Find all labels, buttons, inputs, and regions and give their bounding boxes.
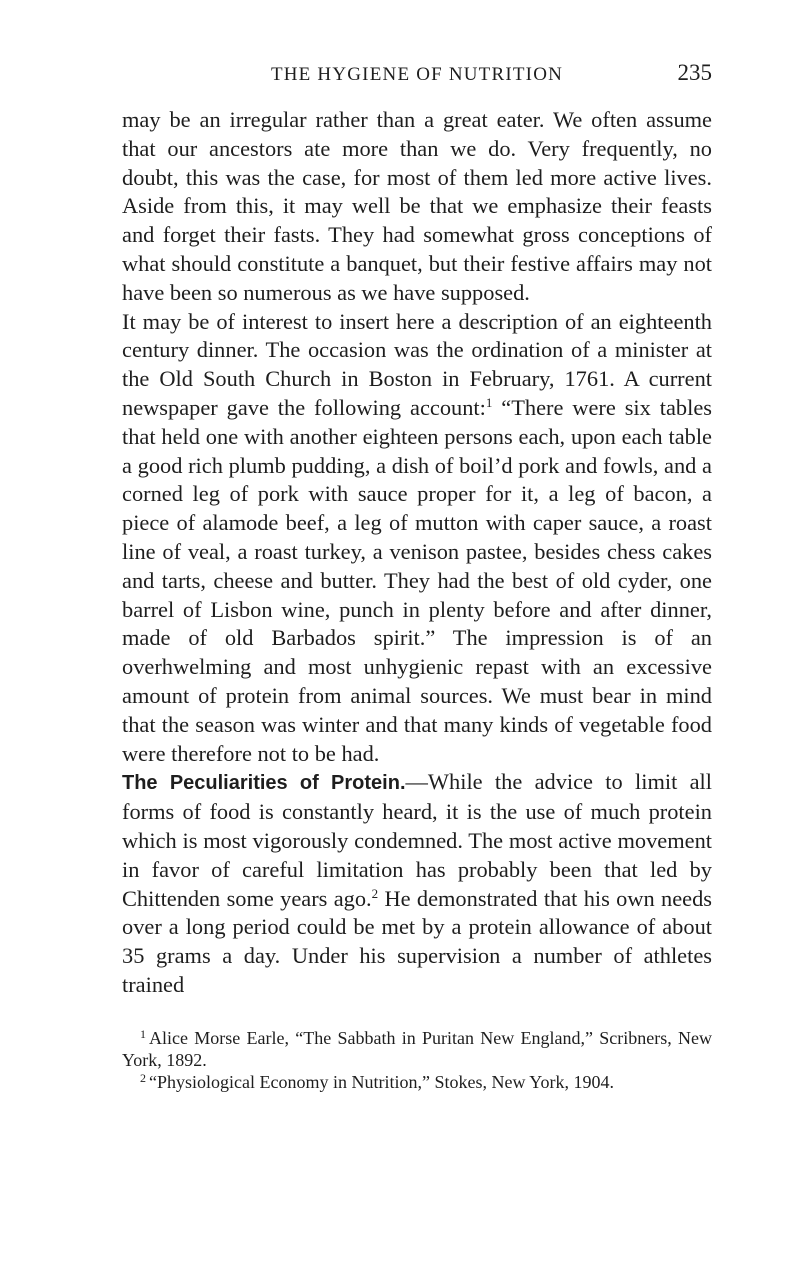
paragraph-3-text-b: He demonstrated that his own needs over a long period could be met by a protein allowance of about 35 grams a day. Under his supervision a number of athletes trained [122,885,713,997]
footnote-2 [122,1071,712,1093]
footnotes [122,1027,712,1093]
paragraph-3 [122,768,712,999]
paragraph-2 [122,308,712,769]
footnote-number-2: 2 [140,1071,146,1085]
section-heading: The Peculiarities of Protein. [122,772,406,795]
footnote-text-2: “Physiological Economy in Nutrition,” Stokes, New York, 1904. [149,1072,614,1092]
paragraph-1-text: may be an irregular rather than a great eater. We often assume that our ancestors ate more than we do. Very frequently, no doubt, this was the case, for most of them led more active lives. Aside from this, it may well be that we emphasize their feasts and forget their fasts. They had somewhat gross conceptions of what should constitute a banquet, but their festive affairs may not have been so numerous as we have supposed. [122,107,712,305]
footnote-reference-1: 1 [485,394,493,410]
paragraph-2-text-b: “There were six tables that held one with another eighteen persons each, upon each table a good rich plumb pudding, a dish of boil’d pork and fowls, and a corned leg of pork with sauce proper for it, a leg of bacon, a piece of alamode beef, a leg of mutton with caper sauce, a roast line of veal, a roast turkey, a venison pastee, besides chess cakes and tarts, cheese and butter. They had the best of old cyder, one barrel of Lisbon wine, punch in plenty before and after dinner, made of old Barbados spirit.” The impression is of an overhwelming and most unhygienic repast with an excessive amount of protein from animal sources. We must bear in mind that the season was winter and that many kinds of vegetable food were therefore not to be had. [122,394,712,766]
body-text [122,106,712,1000]
footnote-text-1: Alice Morse Earle, “The Sabbath in Puritan New England,” Scribners, New York, 1892. [122,1028,712,1070]
paragraph-1 [122,106,712,308]
paragraph-2-text-a: It may be of interest to insert here a description of an eighteenth century dinner. The occasion was the ordination of a minister at the Old South Church in Boston in February, 1761. A current newspaper gave the following account: [122,308,712,420]
running-title: THE HYGIENE OF NUTRITION [270,64,564,85]
footnote-1 [122,1027,712,1071]
page-number: 235 [677,60,712,85]
paragraph-3-text-a: —While the advice to limit all forms of food is constantly heard, it is the use of much protein which is most vigorously condemned. The most active movement in favor of careful limitation has probably been that led by Chittenden some years ago. [122,769,712,911]
running-header [122,60,712,90]
footnote-number-1: 1 [140,1027,146,1041]
footnote-reference-2: 2 [371,885,379,901]
